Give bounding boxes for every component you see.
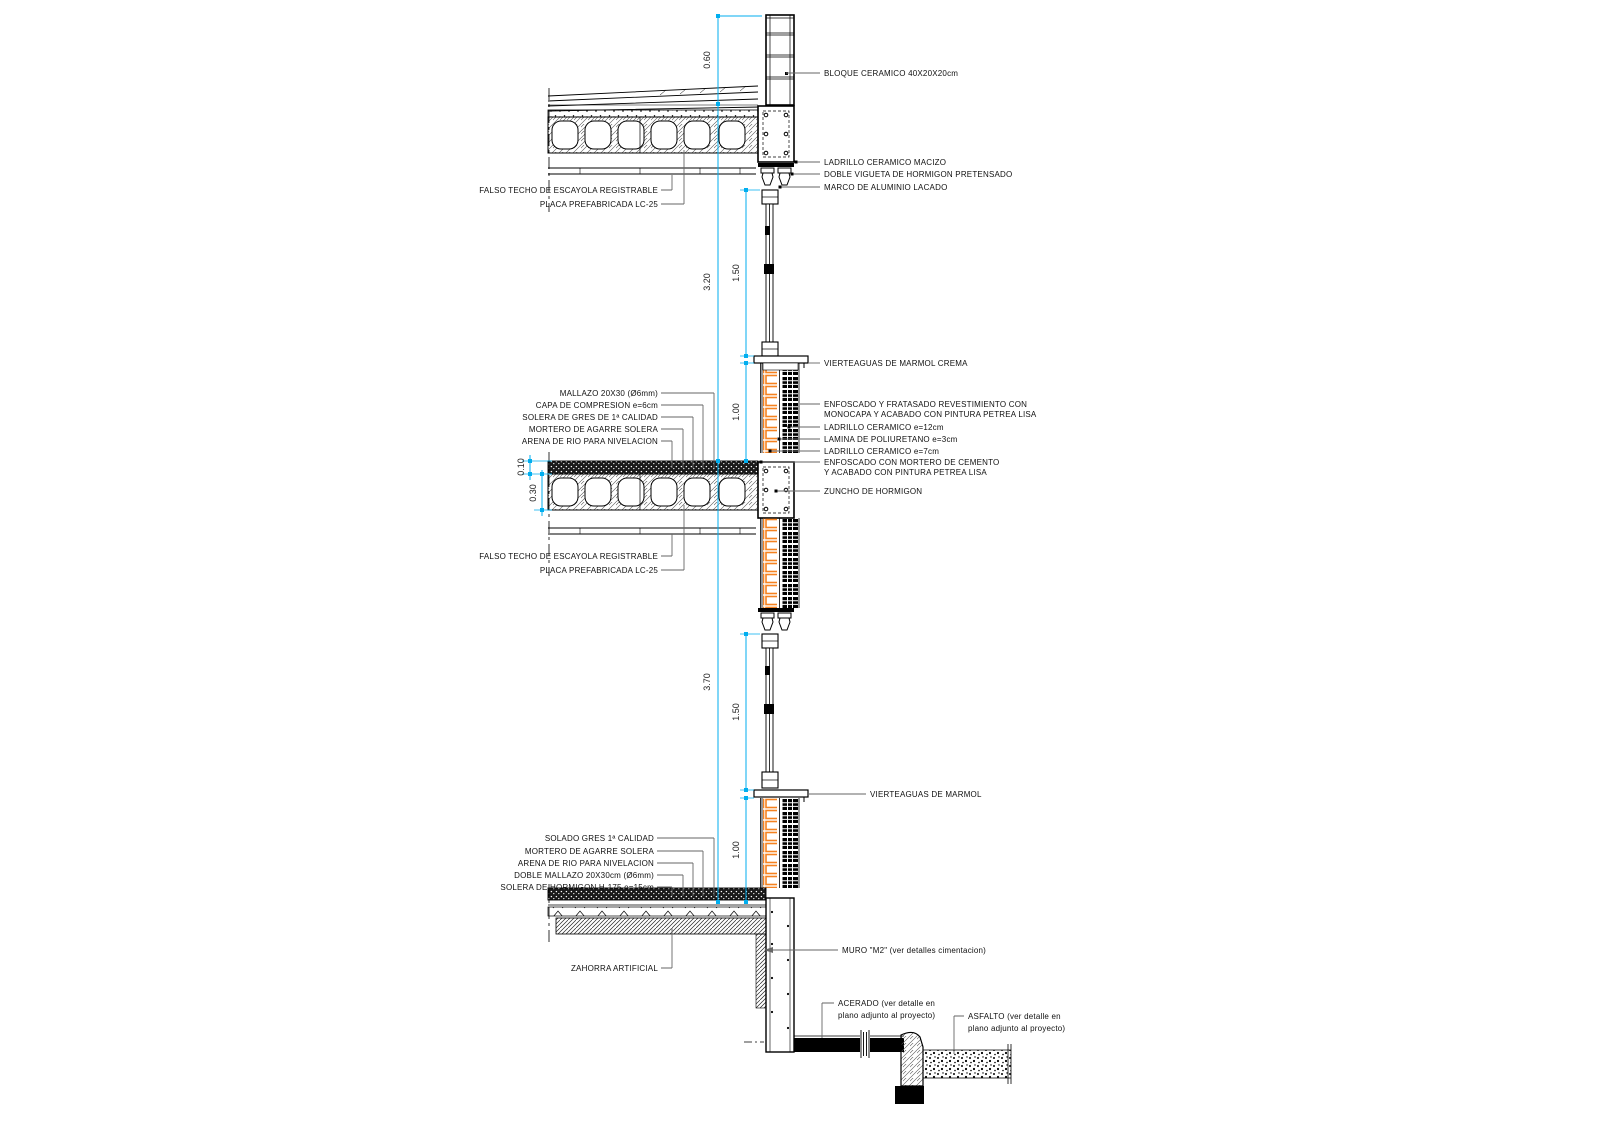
dim-parapet: 0.60 [702,51,712,69]
intermediate-floor-slab [548,461,794,534]
label-vierteaguas-crema: VIERTEAGUAS DE MARMOL CREMA [824,359,968,368]
label-doble-mallazo: DOBLE MALLAZO 20X30cm (Ø6mm) [514,871,654,880]
dim-upper-storey: 3.20 [702,273,712,291]
label-arena-rio-1: ARENA DE RIO PARA NIVELACION [521,437,658,446]
dim-upper-window: 1.50 [731,264,741,282]
asphalt-layer [923,1050,1011,1078]
lower-joists [758,608,794,630]
spandrel-top-course [763,363,798,370]
label-enfoscado-int-2: Y ACABADO CON PINTURA PETREA LISA [824,468,987,477]
label-mortero-agarre-1: MORTERO DE AGARRE SOLERA [528,425,658,434]
label-vierteaguas: VIERTEAGUAS DE MARMOL [870,790,982,799]
label-solado-gres: SOLADO GRES 1ª CALIDAD [544,834,654,843]
lower-spandrel-wall [761,798,800,888]
label-marco-aluminio: MARCO DE ALUMINIO LACADO [824,183,948,192]
label-ladrillo-7: LADRILLO CERAMICO e=7cm [824,447,940,456]
label-asfalto-2: plano adjunto al proyecto) [968,1024,1066,1033]
roof-slab [548,86,794,174]
left-leaders [657,150,714,968]
label-enfoscado-ext-1: ENFOSCADO Y FRATASADO REVESTIMIENTO CON [824,400,1028,409]
dim-lower-antepecho: 1.00 [731,841,741,859]
dim-lower-window: 1.50 [731,703,741,721]
label-ladrillo-12: LADRILLO CERAMICO e=12cm [824,423,944,432]
label-zahorra: ZAHORRA ARTIFICIAL [570,964,658,973]
label-mallazo: MALLAZO 20X30 (Ø6mm) [559,389,658,398]
label-falso-techo-2: FALSO TECHO DE ESCAYOLA REGISTRABLE [479,552,658,561]
label-bloque: BLOQUE CERAMICO 40X20X20cm [824,69,959,78]
dim-upper-antepecho: 1.00 [731,403,741,421]
lower-window [754,634,808,802]
right-labels [824,69,1065,1033]
label-placa-1: PLACA PREFABRICADA LC-25 [539,200,658,209]
label-solera-gres: SOLERA DE GRES DE 1ª CALIDAD [522,413,658,422]
sidewalk-and-road [794,1030,1011,1104]
label-capa-compresion: CAPA DE COMPRESION e=6cm [535,401,658,410]
label-muro-m2: MURO "M2" (ver detalles cimentacion) [842,946,987,955]
label-arena-rio-2: ARENA DE RIO PARA NIVELACION [517,859,654,868]
wall-below-slab [761,518,800,608]
upper-joists [758,163,794,185]
dim-finish: 0.10 [516,458,526,476]
label-enfoscado-ext-2: MONOCAPA Y ACABADO CON PINTURA PETREA LISA [824,410,1037,419]
ground-floor-build-up [548,888,766,1008]
label-acerado-1: ACERADO (ver detalle en [838,999,936,1008]
dimension-texts [516,51,741,859]
label-lamina-poliuretano: LAMINA DE POLIURETANO e=3cm [824,435,958,444]
roof-parapet [766,15,794,105]
label-ladrillo-macizo: LADRILLO CERAMICO MACIZO [824,158,947,167]
label-doble-vigueta: DOBLE VIGUETA DE HORMIGON PRETENSADO [824,170,1013,179]
curb-base [895,1086,924,1104]
label-zuncho: ZUNCHO DE HORMIGON [824,487,923,496]
label-mortero-agarre-2: MORTERO DE AGARRE SOLERA [524,847,654,856]
lower-sill-vierteaguas [754,790,808,797]
dim-lower-storey: 3.70 [702,673,712,691]
label-solera-hormigon: SOLERA DE HORMIGON H-175 e=15cm [500,883,654,892]
left-labels [479,186,658,973]
label-falso-techo-1: FALSO TECHO DE ESCAYOLA REGISTRABLE [479,186,658,195]
label-asfalto-1: ASFALTO (ver detalle en [968,1012,1061,1021]
curb [901,1032,923,1086]
label-placa-2: PLACA PREFABRICADA LC-25 [539,566,658,575]
label-enfoscado-int-1: ENFOSCADO CON MORTERO DE CEMENTO [824,458,1000,467]
dim-slab: 0.30 [528,484,538,502]
upper-window [754,190,808,368]
upper-sill-vierteaguas [754,356,808,363]
label-acerado-2: plano adjunto al proyecto) [838,1011,936,1020]
